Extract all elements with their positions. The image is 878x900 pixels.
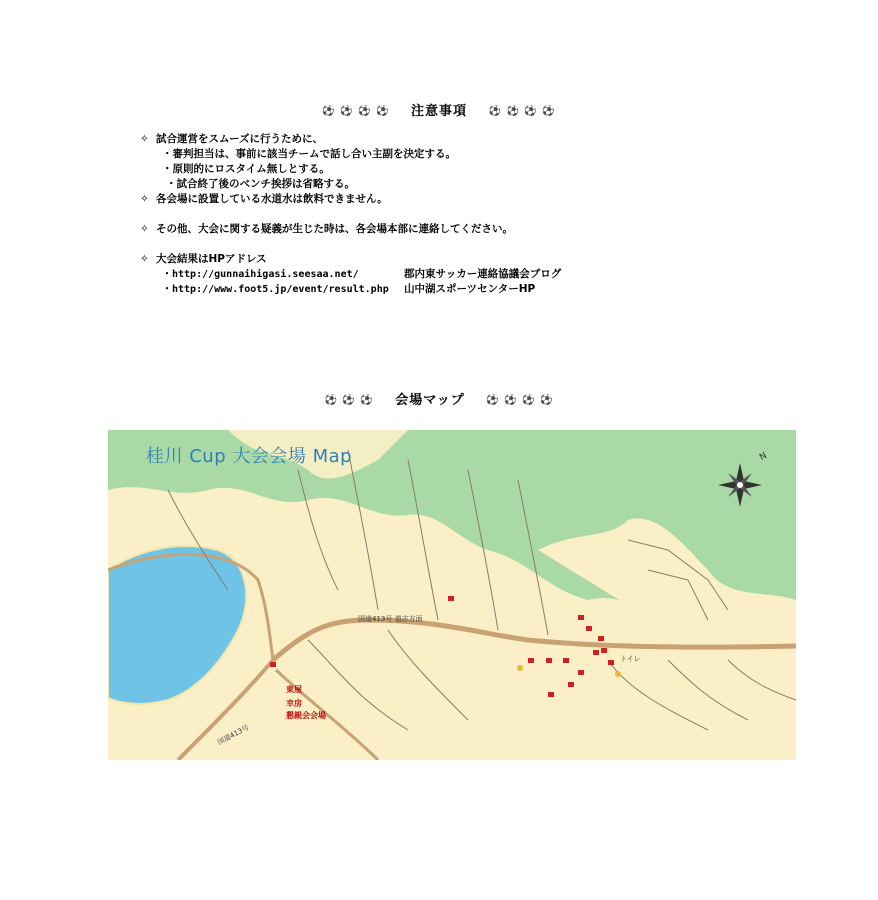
notes-list — [140, 132, 780, 297]
label-route413-doshi: 国道413号 道志方面 — [358, 615, 423, 623]
result-link-row-2 — [140, 282, 780, 297]
map-title: 桂川 Cup 大会会場 Map — [146, 446, 353, 467]
soccer-ball-icons-right: ⚽ ⚽ ⚽ ⚽ — [488, 106, 556, 117]
note-subitem: ・原則的にロスタイム無しとする。 — [162, 163, 330, 175]
notes-heading — [0, 100, 878, 119]
result-link-row-1 — [140, 267, 780, 282]
note-item-2: ✧ 各会場に設置している水道水は飲料できません。 — [140, 193, 388, 205]
label-route413: 国道413号 — [216, 723, 251, 747]
map-heading — [0, 389, 878, 408]
note-item-1: ✧ 試合運営をスムーズに行うために、 — [140, 133, 323, 145]
map-graphic — [108, 430, 796, 760]
venue-map — [108, 430, 796, 760]
note-subitem: ・審判担当は、事前に該当チームで話し合い主副を決定する。 — [162, 148, 456, 160]
bullet-icon: ✧ — [140, 253, 149, 265]
sports-center-url-link[interactable]: ・http://www.foot5.jp/event/result.php — [162, 284, 389, 295]
bullet-icon: ✧ — [140, 223, 149, 235]
soccer-ball-icons-left: ⚽ ⚽ ⚽ — [324, 395, 374, 406]
bullet-icon: ✧ — [140, 133, 149, 145]
note-item-3: ✧ その他、大会に関する疑義が生じた時は、各会場本部に連絡してください。 — [140, 223, 513, 235]
soccer-ball-icons-left: ⚽ ⚽ ⚽ ⚽ — [322, 106, 390, 117]
soccer-ball-icons-right: ⚽ ⚽ ⚽ ⚽ — [486, 395, 554, 406]
notes-title: 注意事項 — [410, 104, 467, 119]
blog-url-link[interactable]: ・http://gunnaihigasi.seesaa.net/ — [162, 269, 359, 280]
note-item-4: ✧ 大会結果はHPアドレス — [140, 253, 267, 265]
bullet-icon: ✧ — [140, 193, 149, 205]
note-subitem: ・試合終了後のベンチ挨拶は省略する。 — [166, 178, 355, 190]
map-heading-title: 会場マップ — [395, 393, 465, 408]
label-kondankai: 懇親会会場 — [286, 711, 326, 720]
label-toilet: トイレ — [620, 655, 641, 663]
blog-url-label: 郡内東サッカー連絡協議会ブログ — [403, 268, 562, 280]
sports-center-url-label: 山中湖スポーツセンターHP — [404, 283, 536, 295]
label-azumaya: 東屋 — [286, 685, 302, 694]
label-koubou: 幸房 — [286, 699, 302, 708]
compass-north-label: N — [757, 450, 769, 464]
